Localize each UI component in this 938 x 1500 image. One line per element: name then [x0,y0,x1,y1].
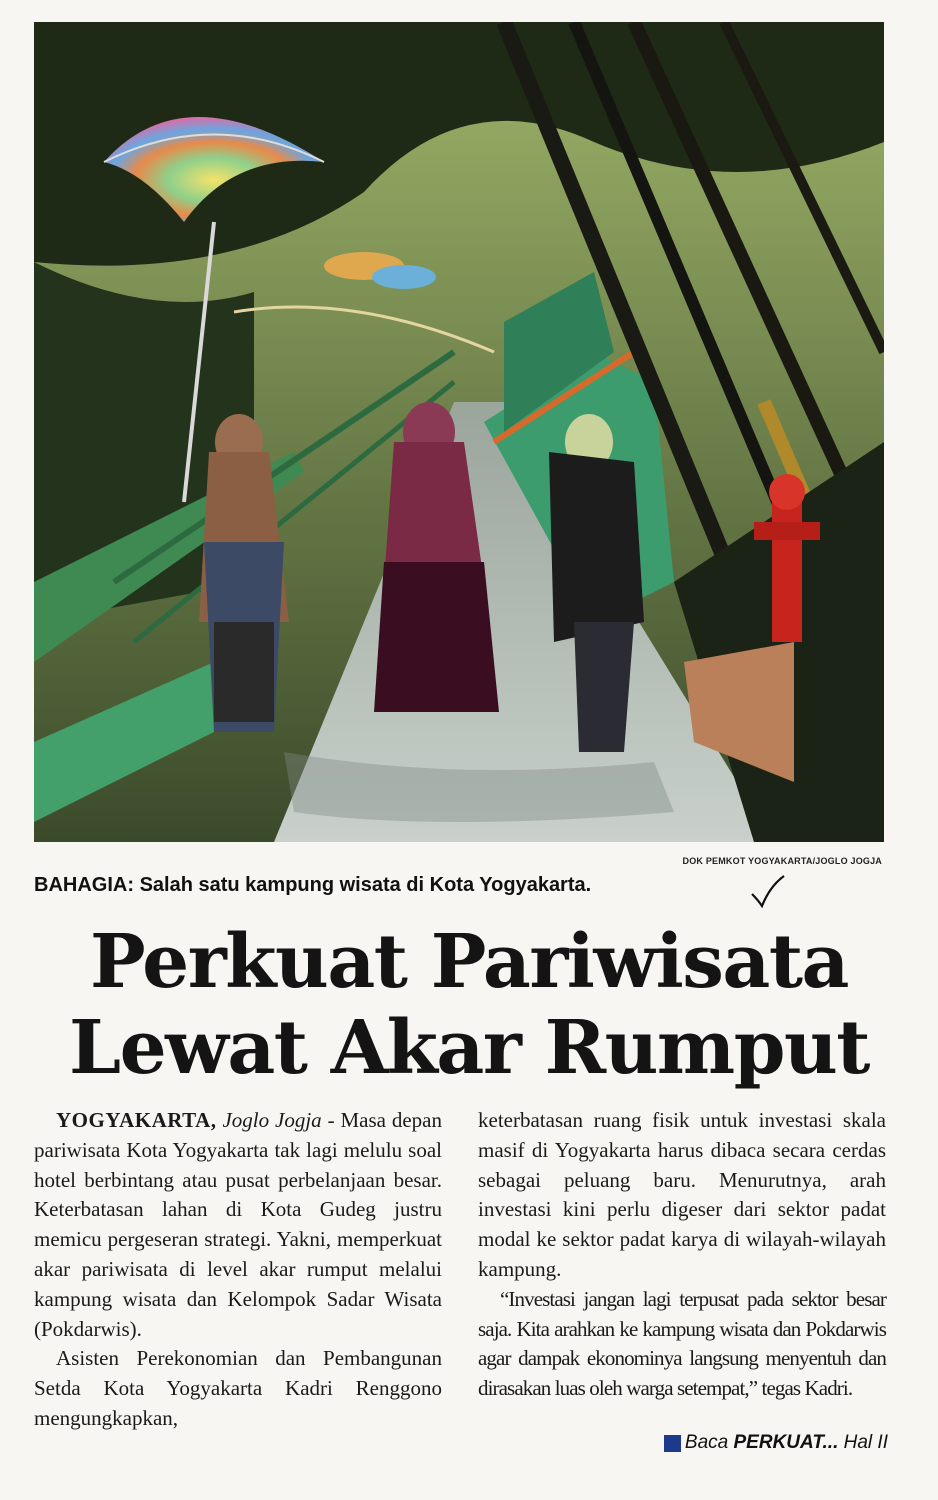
photo-credit: DOK PEMKOT YOGYAKARTA/JOGLO JOGJA [682,856,882,866]
checkmark-icon [748,872,788,912]
article-column-left [34,1106,442,1434]
article-column-right [478,1106,886,1404]
paragraph-1 [34,1106,442,1344]
paragraph-3: keterbatasan ruang fisik untuk investasi skala masif di Yogyakarta harus dibaca secara cerdas sebagai peluang baru. Menurutnya, arah investasi kini perlu digeser dari sektor padat modal ke sektor padat karya di wilayah-wilayah kampung. [478,1108,886,1281]
source: Joglo Jogja [222,1108,322,1132]
continuation-page: Hal II [843,1432,888,1453]
headline-line-1: Perkuat Pariwisata [90,919,848,1005]
paragraph-2: Asisten Perekonomian dan Pembangunan Setda Kota Yogyakarta Kadri Renggono mengungkapkan, [34,1346,442,1430]
headline-line-2: Lewat Akar Rumput [69,1005,869,1091]
article-photo [34,22,884,842]
dateline: YOGYAKARTA, [56,1108,217,1132]
square-marker-icon [664,1435,681,1452]
paragraph-4: “Investasi jangan lagi terpusat pada sektor besar saja. Kita arahkan ke kampung wisata dan Pokdarwis agar dampak ekonominya langsung menyentuh dan dirasakan luas oleh warga setempat,” tegas Kadri. [478,1286,886,1401]
paragraph-1-text: - Masa depan pariwisata Kota Yogyakarta tak lagi melulu soal hotel berbintang atau pusat perbelanjaan besar. Keterbatasan lahan di Kota Gudeg justru memicu pergeseran strategi. Yakni, memperkuat akar pariwisata di level akar rumput melalui kampung wisata dan Kelompok Sadar Wisata (Pokdarwis). [34,1108,442,1341]
photo-caption [34,874,591,897]
continuation-prefix: Baca [684,1432,729,1453]
caption-lead: BAHAGIA: [34,874,134,896]
photo-illustration [34,22,884,842]
continuation-note [664,1432,888,1454]
caption-text: Salah satu kampung wisata di Kota Yogyakarta. [139,874,592,896]
continuation-keyword: PERKUAT... [733,1432,839,1453]
